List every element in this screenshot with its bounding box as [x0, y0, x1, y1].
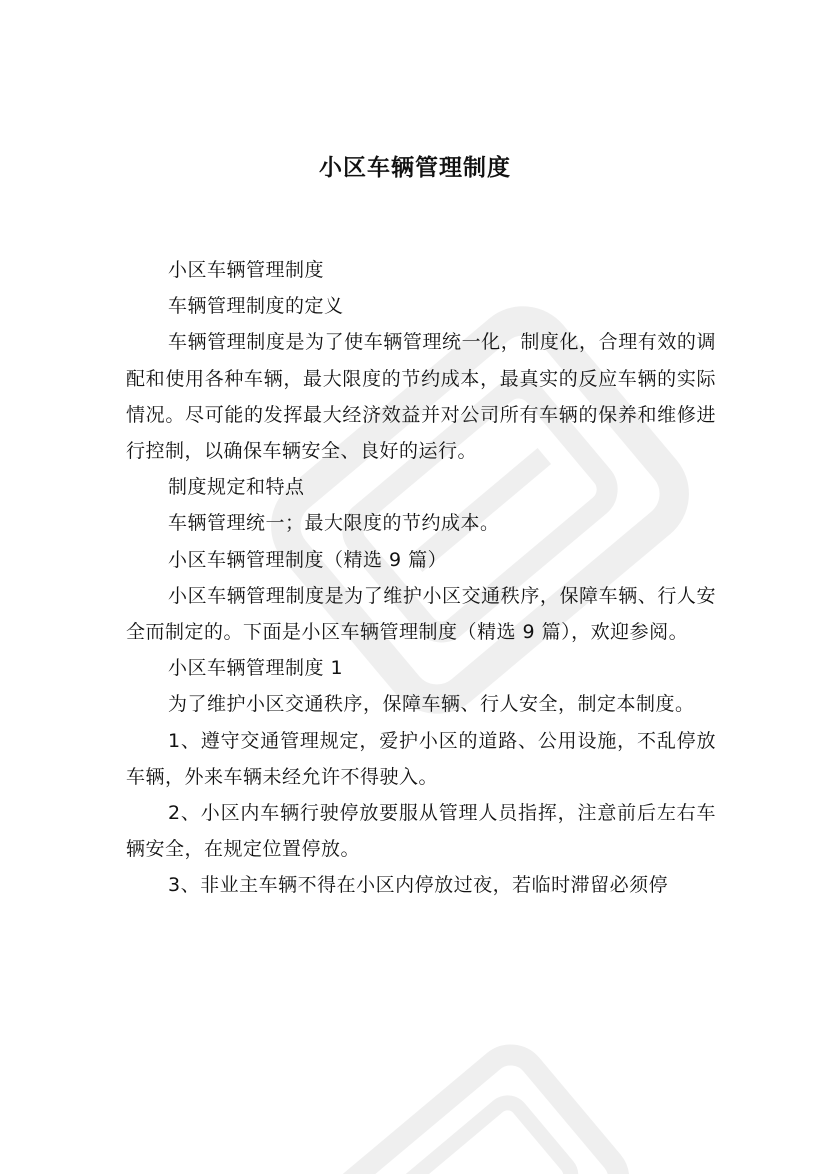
- paragraph: 3、非业主车辆不得在小区内停放过夜，若临时滞留必须停: [168, 874, 669, 897]
- watermark-stamp-icon: [269, 979, 692, 1174]
- paragraph: 小区车辆管理制度（精选 9 篇）: [168, 548, 448, 571]
- paragraph: 为了维护小区交通秩序，保障车辆、行人安全，制定本制度。: [168, 693, 695, 716]
- paragraph: 小区车辆管理制度是为了维护小区交通秩序，保障车辆、行人安全而制定的。下面是小区车辆管理制度（精选 9 篇），欢迎参阅。: [126, 584, 716, 644]
- paragraph: 制度规定和特点: [168, 476, 305, 499]
- paragraph: 小区车辆管理制度 1: [168, 657, 344, 680]
- document-body: [126, 252, 716, 904]
- paragraph: 车辆管理制度是为了使车辆管理统一化，制度化，合理有效的调配和使用各种车辆，最大限度的节约成本，最真实的反应车辆的实际情况。尽可能的发挥最大经济效益并对公司所有车辆的保养和维修进行控制，以确保车辆安全、良好的运行。: [126, 331, 716, 463]
- paragraph: 车辆管理制度的定义: [168, 295, 344, 318]
- paragraph: 1、遵守交通管理规定，爱护小区的道路、公用设施，不乱停放车辆，外来车辆未经允许不得驶入。: [126, 729, 716, 788]
- document-title: 小区车辆管理制度: [319, 155, 511, 182]
- paragraph: 车辆管理统一；最大限度的节约成本。: [168, 512, 500, 535]
- paragraph: 2、小区内车辆行驶停放要服从管理人员指挥，注意前后左右车辆安全，在规定位置停放。: [126, 802, 716, 861]
- paragraph: 小区车辆管理制度: [168, 259, 325, 281]
